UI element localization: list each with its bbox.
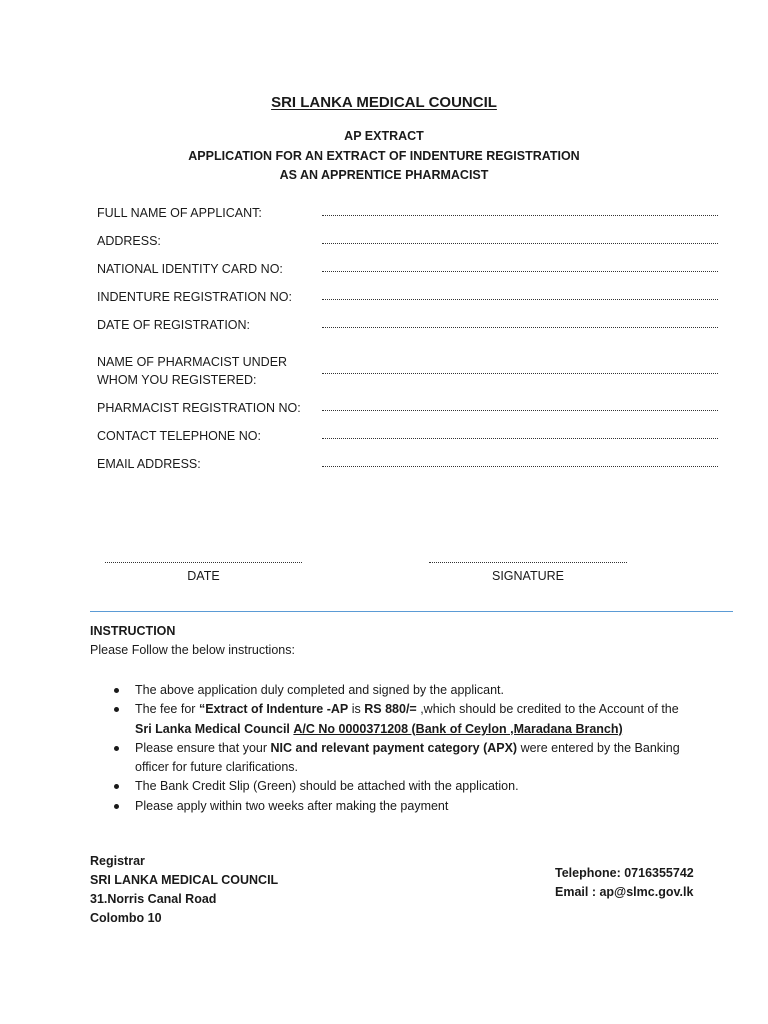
bullet-icon — [114, 804, 119, 809]
email-field[interactable] — [322, 465, 718, 467]
nic-field[interactable] — [322, 270, 718, 272]
instruction-text: The Bank Credit Slip (Green) should be attached with the application. — [135, 779, 519, 794]
address-line: 31.Norris Canal Road — [90, 892, 217, 906]
bullet-icon — [114, 784, 119, 789]
instruction-text: were entered by the Banking officer for future clarifications. — [135, 740, 680, 775]
bullet-icon — [114, 707, 119, 712]
pharmacist-name-label-line1: NAME OF PHARMACIST UNDER — [97, 355, 288, 369]
address-line: Colombo 10 — [90, 911, 162, 925]
contact-email[interactable]: Email : ap@slmc.gov.lk — [555, 885, 694, 899]
indenture-no-label: INDENTURE REGISTRATION NO: — [97, 290, 292, 304]
account-number: A/C No 0000371208 (Bank of Ceylon ,Maradana Branch) — [293, 721, 623, 736]
subtitle-line2: AS AN APPRENTICE PHARMACIST — [279, 168, 489, 182]
list-item — [114, 797, 694, 816]
list-item — [114, 739, 694, 778]
instruction-text: is — [348, 702, 365, 717]
title-text: SRI LANKA MEDICAL COUNCIL — [271, 94, 497, 111]
date-label: DATE — [187, 569, 220, 583]
telephone-label: CONTACT TELEPHONE NO: — [97, 429, 261, 443]
date-sign-field[interactable] — [105, 561, 302, 563]
registrar-address — [90, 852, 278, 928]
instruction-intro: Please Follow the below instructions: — [90, 643, 295, 657]
full-name-field[interactable] — [322, 214, 718, 216]
instruction-text: Please ensure that your — [135, 740, 271, 755]
instruction-list — [114, 681, 694, 816]
full-name-label: FULL NAME OF APPLICANT: — [97, 206, 262, 220]
contact-telephone: Telephone: 0716355742 — [555, 866, 694, 880]
instruction-text: Please apply within two weeks after making the payment — [135, 798, 449, 813]
nic-label: NATIONAL IDENTITY CARD NO: — [97, 262, 283, 276]
list-item — [114, 681, 694, 700]
instruction-heading: INSTRUCTION — [90, 624, 176, 638]
section-divider — [90, 611, 733, 612]
reg-date-label: DATE OF REGISTRATION: — [97, 318, 251, 332]
fee-amount: RS 880/= — [364, 702, 417, 717]
bullet-icon — [114, 746, 119, 751]
indenture-no-field[interactable] — [322, 298, 718, 300]
pharmacist-reg-no-label: PHARMACIST REGISTRATION NO: — [97, 401, 301, 415]
telephone-field[interactable] — [322, 437, 718, 439]
form-code: AP EXTRACT — [344, 129, 424, 143]
instruction-text: The above application duly completed and signed by the applicant. — [135, 683, 505, 697]
subtitle-line1: APPLICATION FOR AN EXTRACT OF INDENTURE REGISTRATION — [188, 149, 580, 163]
list-item — [114, 777, 694, 796]
address-line: SRI LANKA MEDICAL COUNCIL — [90, 873, 279, 887]
page-title — [0, 94, 768, 111]
reg-date-field[interactable] — [322, 326, 718, 328]
instruction-text: ,which should be credited to the Account of the — [416, 702, 679, 717]
email-label: EMAIL ADDRESS: — [97, 457, 201, 471]
address-label: ADDRESS: — [97, 234, 161, 248]
list-item — [114, 700, 694, 739]
fee-name: “Extract of Indenture -AP — [198, 702, 349, 717]
address-line: Registrar — [90, 854, 145, 868]
nic-payment-category: NIC and relevant payment category (APX) — [270, 740, 518, 755]
account-holder: Sri Lanka Medical Council — [135, 721, 290, 736]
contact-info — [555, 864, 694, 902]
pharmacist-reg-no-field[interactable] — [322, 409, 718, 411]
pharmacist-name-label-line2: WHOM YOU REGISTERED: — [97, 373, 257, 387]
bullet-icon — [114, 688, 119, 693]
signature-label: SIGNATURE — [492, 569, 564, 583]
signature-field[interactable] — [429, 561, 627, 563]
address-field[interactable] — [322, 242, 718, 244]
pharmacist-name-field[interactable] — [322, 372, 718, 374]
instruction-text: The fee for — [135, 702, 199, 717]
